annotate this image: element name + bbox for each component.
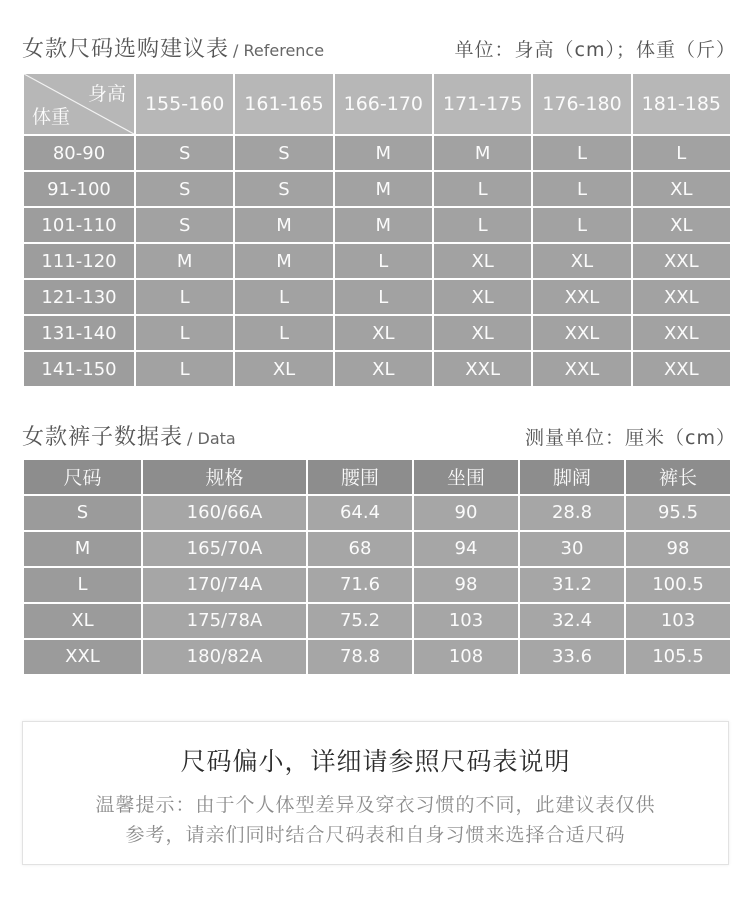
pants-data-title (22, 420, 236, 451)
recommended-size-cell: XXL (633, 280, 730, 314)
recommended-size-cell: M (434, 136, 531, 170)
recommended-size-cell: L (136, 316, 233, 350)
height-range-header: 166-170 (335, 74, 432, 134)
recommended-size-cell: XL (335, 352, 432, 386)
recommended-size-cell: XXL (633, 316, 730, 350)
size-table-row (24, 208, 730, 242)
notice-headline: 尺码偏小，详细请参照尺码表说明 (180, 747, 571, 776)
pants-measure-cell: 103 (626, 604, 730, 638)
height-range-header: 171-175 (434, 74, 531, 134)
notice-tip (51, 790, 701, 850)
recommended-size-cell: XL (434, 316, 531, 350)
weight-range-cell: 141-150 (24, 352, 134, 386)
recommended-size-cell: XL (434, 280, 531, 314)
pants-header-cell: 腰围 (308, 460, 412, 494)
size-table-row (24, 280, 730, 314)
pants-measure-cell: 75.2 (308, 604, 412, 638)
pants-size-cell: L (24, 568, 141, 602)
pants-data-unit: 测量单位：厘米（cm） (525, 427, 736, 449)
pants-table-header-row (24, 460, 730, 494)
pants-table-row (24, 532, 730, 566)
pants-measure-cell: 95.5 (626, 496, 730, 530)
pants-data-header (22, 420, 736, 451)
recommended-size-cell: M (335, 172, 432, 206)
pants-measure-cell: 105.5 (626, 640, 730, 674)
pants-size-cell: XXL (24, 640, 141, 674)
weight-range-cell: 121-130 (24, 280, 134, 314)
pants-measure-cell: 165/70A (143, 532, 306, 566)
pants-table-row (24, 496, 730, 530)
pants-measure-cell: 28.8 (520, 496, 624, 530)
size-guide-unit: 单位：身高（cm）；体重（斤） (454, 39, 736, 61)
size-table-row (24, 136, 730, 170)
pants-measure-cell: 103 (414, 604, 518, 638)
recommended-size-cell: M (335, 208, 432, 242)
height-range-header: 161-165 (235, 74, 332, 134)
pants-size-cell: S (24, 496, 141, 530)
recommended-size-cell: L (136, 280, 233, 314)
recommended-size-cell: L (235, 280, 332, 314)
size-table-row (24, 316, 730, 350)
size-table-header-row (24, 74, 730, 134)
pants-measure-cell: 175/78A (143, 604, 306, 638)
pants-measure-cell: 94 (414, 532, 518, 566)
pants-size-cell: XL (24, 604, 141, 638)
recommended-size-cell: L (235, 316, 332, 350)
recommended-size-cell: XL (633, 172, 730, 206)
recommended-size-cell: XXL (633, 352, 730, 386)
pants-measure-cell: 170/74A (143, 568, 306, 602)
recommended-size-cell: S (136, 172, 233, 206)
pants-data-subtitle: / Data (187, 429, 236, 448)
pants-measure-cell: 68 (308, 532, 412, 566)
notice-tip-line: 温馨提示：由于个人体型差异及穿衣习惯的不同，此建议表仅供 (95, 794, 656, 816)
pants-data-title-text: 女款裤子数据表 (22, 425, 184, 450)
size-table-corner-cell (24, 74, 134, 134)
recommended-size-cell: XXL (633, 244, 730, 278)
pants-header-cell: 裤长 (626, 460, 730, 494)
recommended-size-cell: XL (633, 208, 730, 242)
pants-data-table (22, 458, 732, 676)
pants-size-cell: M (24, 532, 141, 566)
notice-tip-line: 参考，请亲们同时结合尺码表和自身习惯来选择合适尺码 (125, 824, 626, 846)
weight-range-cell: 131-140 (24, 316, 134, 350)
pants-measure-cell: 180/82A (143, 640, 306, 674)
weight-range-cell: 101-110 (24, 208, 134, 242)
size-guide-title-text: 女款尺码选购建议表 (22, 37, 230, 62)
height-range-header: 155-160 (136, 74, 233, 134)
size-table-row (24, 244, 730, 278)
recommended-size-cell: L (434, 172, 531, 206)
height-range-header: 176-180 (533, 74, 630, 134)
recommended-size-cell: S (136, 136, 233, 170)
pants-measure-cell: 108 (414, 640, 518, 674)
recommended-size-cell: XXL (533, 316, 630, 350)
recommended-size-cell: L (136, 352, 233, 386)
height-axis-label: 身高 (87, 83, 126, 105)
pants-measure-cell: 90 (414, 496, 518, 530)
height-range-header: 181-185 (633, 74, 730, 134)
pants-table-row (24, 640, 730, 674)
recommended-size-cell: L (434, 208, 531, 242)
recommended-size-cell: XL (434, 244, 531, 278)
size-notice-box (22, 721, 729, 865)
pants-measure-cell: 100.5 (626, 568, 730, 602)
weight-range-cell: 111-120 (24, 244, 134, 278)
size-table-row (24, 352, 730, 386)
pants-header-cell: 尺码 (24, 460, 141, 494)
size-guide-header (22, 32, 736, 63)
pants-measure-cell: 31.2 (520, 568, 624, 602)
pants-measure-cell: 78.8 (308, 640, 412, 674)
pants-table-row (24, 604, 730, 638)
recommended-size-cell: S (235, 136, 332, 170)
pants-measure-cell: 71.6 (308, 568, 412, 602)
pants-table-row (24, 568, 730, 602)
pants-header-cell: 规格 (143, 460, 306, 494)
recommended-size-cell: S (235, 172, 332, 206)
recommended-size-cell: L (633, 136, 730, 170)
recommended-size-cell: XL (533, 244, 630, 278)
recommended-size-cell: S (136, 208, 233, 242)
recommended-size-cell: XXL (533, 280, 630, 314)
pants-measure-cell: 160/66A (143, 496, 306, 530)
weight-axis-label: 体重 (32, 106, 71, 128)
pants-measure-cell: 98 (414, 568, 518, 602)
size-guide-title (22, 32, 324, 63)
recommended-size-cell: M (235, 244, 332, 278)
recommended-size-cell: L (533, 208, 630, 242)
size-table-row (24, 172, 730, 206)
recommended-size-cell: M (235, 208, 332, 242)
recommended-size-cell: XXL (434, 352, 531, 386)
pants-measure-cell: 98 (626, 532, 730, 566)
pants-header-cell: 坐围 (414, 460, 518, 494)
pants-measure-cell: 64.4 (308, 496, 412, 530)
size-guide-subtitle: / Reference (233, 41, 325, 60)
recommended-size-cell: L (533, 172, 630, 206)
recommended-size-cell: M (136, 244, 233, 278)
pants-measure-cell: 33.6 (520, 640, 624, 674)
recommended-size-cell: XL (235, 352, 332, 386)
recommended-size-cell: L (335, 280, 432, 314)
pants-measure-cell: 32.4 (520, 604, 624, 638)
size-recommendation-table (22, 72, 732, 388)
recommended-size-cell: L (335, 244, 432, 278)
pants-measure-cell: 30 (520, 532, 624, 566)
recommended-size-cell: M (335, 136, 432, 170)
recommended-size-cell: XL (335, 316, 432, 350)
pants-header-cell: 脚阔 (520, 460, 624, 494)
weight-range-cell: 80-90 (24, 136, 134, 170)
recommended-size-cell: XXL (533, 352, 630, 386)
recommended-size-cell: L (533, 136, 630, 170)
weight-range-cell: 91-100 (24, 172, 134, 206)
